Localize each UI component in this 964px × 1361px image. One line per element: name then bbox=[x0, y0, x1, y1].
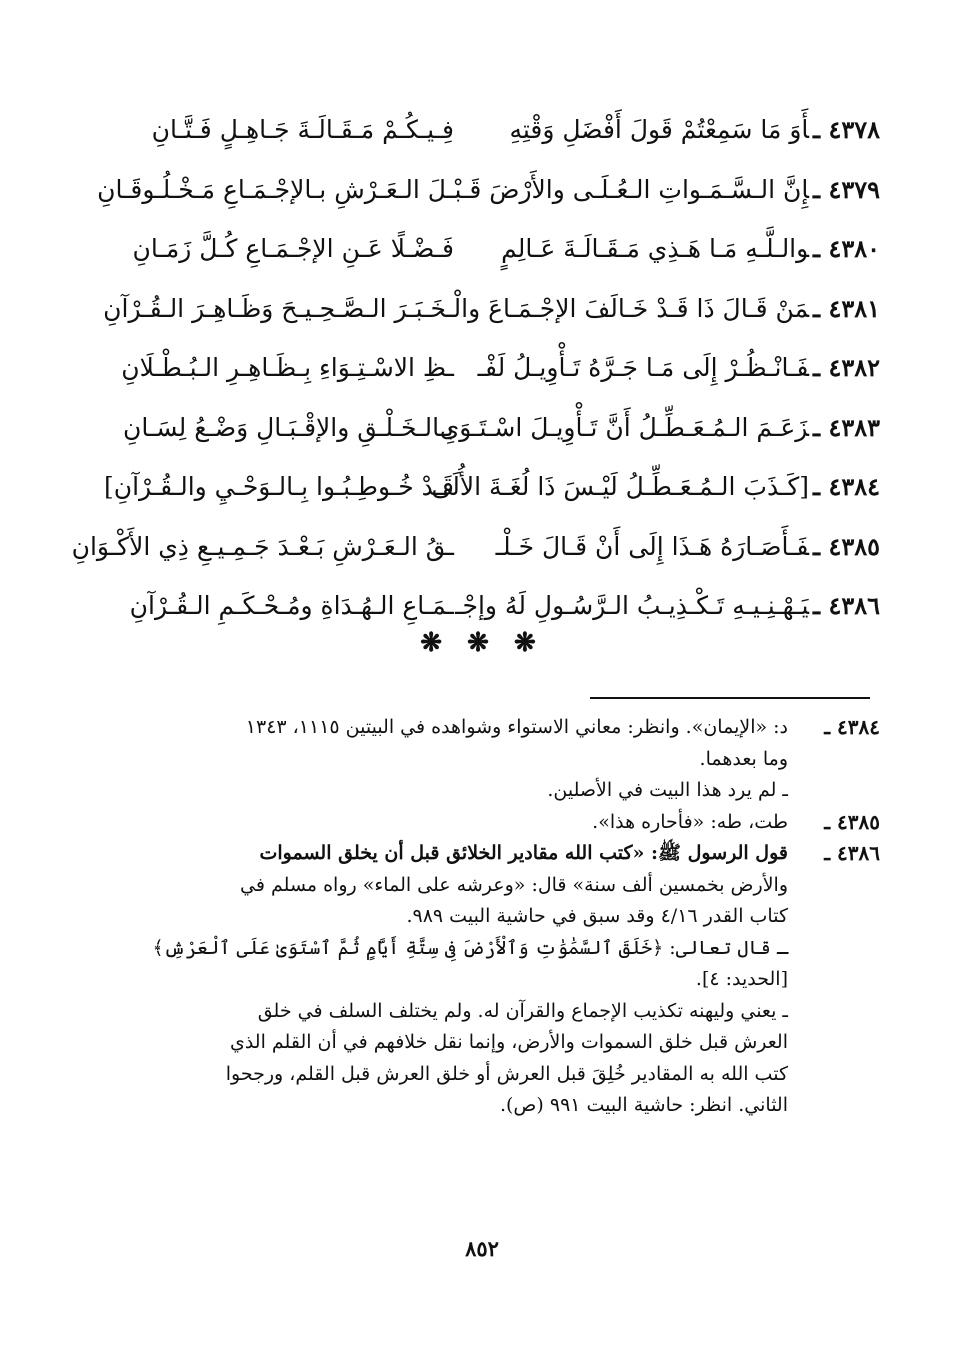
footnote-separator-rule bbox=[590, 697, 870, 699]
verse-second-hemistich: قَـدْ خُـوطِـبُـوا بِـالـوَحْـيِ والـقُـرْآنِ] bbox=[103, 472, 454, 501]
verse-number: ٤٣٨٠ ـ bbox=[813, 234, 880, 263]
footnote-text bbox=[88, 838, 788, 1122]
verse-line bbox=[70, 219, 880, 279]
verse-second-hemistich: ـخَـبَـرَ الـصَّـحِـيـحَ وَظَـاهِـرَ الـقُـرْآنِ bbox=[103, 293, 454, 323]
footnote-text bbox=[88, 807, 788, 839]
footnote-line: كتب الله به المقادير خُلِقَ قبل العرش أو خلق العرش قبل القلم، ورجحوا bbox=[225, 1062, 788, 1085]
verse-first-text: مَنْ قَـالَ ذَا قَـدْ خَـالَفَ الإجْـمَـاعَ والْـ bbox=[446, 293, 810, 323]
footnote-item bbox=[88, 838, 880, 1122]
verse-first-hemistich bbox=[477, 338, 880, 397]
verse-first-hemistich bbox=[446, 279, 880, 338]
verse-second-hemistich: ـظِ الاسْـتِـوَاءِ بِـظَـاهِـرِ الـبُـطْـلَانِ bbox=[121, 353, 454, 382]
footnote-line: ـ لم يرد هذا البيت في الأصلين. bbox=[547, 779, 788, 801]
verse-line bbox=[70, 338, 880, 398]
footnote-number: ٤٣٨٦ ـ bbox=[824, 841, 880, 865]
verse-line bbox=[70, 279, 880, 339]
verse-number: ٤٣٨٦ ـ bbox=[813, 591, 880, 620]
verse-line bbox=[70, 398, 880, 458]
footnote-line: طت، طه: «فأحاره هذا». bbox=[592, 810, 788, 833]
footnote-line: ـ قال تعالى: ﴿خَلَقَ ٱلسَّمَٰوَٰتِ وَٱلْأَرْضَ فِى سِتَّةِ أَيَّامٍ ثُمَّ ٱسْتَوَىٰ عَلَى ٱلْعَرْشِ﴾ bbox=[152, 936, 788, 959]
verse-line bbox=[70, 457, 880, 517]
verse-first-hemistich bbox=[480, 517, 880, 576]
section-divider-ornament: ❋ ❋ ❋ bbox=[420, 628, 544, 658]
footnote-number: ٤٣٨٥ ـ bbox=[824, 809, 880, 834]
footnote-line: [الحديد: ٤]. bbox=[695, 968, 788, 990]
verse-first-text: يَـهْـنِـيـهِ تَـكْـذِيـبُ الـرَّسُـولِ لَهُ وإجْـ bbox=[455, 591, 810, 620]
footnote-line: د: «الإيمان». وانظر: معاني الاستواء وشواهده في البيتين ١١١٥، ١٣٤٣ bbox=[245, 716, 788, 738]
footnote-line: قول الرسول ﷺ: «كتب الله مقادير الخلائق قبل أن يخلق السموات bbox=[259, 842, 788, 864]
verse-line bbox=[70, 576, 880, 636]
verse-first-hemistich bbox=[455, 576, 880, 635]
footnote-line: وما بعدهما. bbox=[699, 747, 788, 770]
poem-verses bbox=[70, 100, 880, 636]
verse-second-hemistich: ـلَ الـعَـرْشِ بـالإجْـمَـاعِ مَـخْـلُـوقَـانِ bbox=[97, 174, 454, 204]
verse-second-hemistich: ـمَـاعِ الـهُـدَاةِ ومُـحْـكَـمِ الـقُـرْآنِ bbox=[129, 591, 454, 620]
footnotes bbox=[88, 712, 880, 1122]
verse-line bbox=[70, 160, 880, 220]
verse-first-text: والـلَّـهِ مَـا هَـذِي مَـقَـالَـةَ عَـالِمٍ bbox=[501, 234, 810, 263]
verse-second-hemistich: ـقُ الـعَـرْشِ بَـعْـدَ جَـمِـيـعِ ذِي الأَكْـوَانِ bbox=[71, 531, 454, 561]
verse-number: ٤٣٨٤ ـ bbox=[813, 472, 880, 501]
footnote-line: الثاني. انظر: حاشية البيت ٩٩١ (ص). bbox=[499, 1094, 788, 1116]
verse-first-hemistich bbox=[480, 100, 880, 159]
footnote-text bbox=[88, 712, 788, 807]
verse-first-text: فَـأَصَـارَهُ هَـذَا إِلَى أَنْ قَـالَ خَـلْـ bbox=[495, 531, 810, 561]
verse-line bbox=[70, 517, 880, 577]
verse-second-hemistich: بِـالـخَـلْـقِ والإقْـبَـالِ وَضْـعُ لِسَـانِ bbox=[123, 412, 454, 442]
verse-number: ٤٣٧٩ ـ bbox=[813, 174, 880, 204]
page-number: ٨٥٢ bbox=[465, 1236, 499, 1261]
verse-number: ٤٣٨٢ ـ bbox=[813, 353, 880, 382]
verse-first-hemistich bbox=[480, 219, 880, 278]
verse-first-text: زَعَـمَ الـمُـعَـطِّـلُ أَنَّ تَـأْوِيـلَ اسْـتَـوَى bbox=[439, 412, 810, 442]
footnote-number: ٤٣٨٤ ـ bbox=[824, 715, 880, 739]
verse-first-text: إِنَّ الـسَّـمَـواتِ الـعُـلَـى والأَرْضَ قَـبْـ bbox=[447, 174, 810, 204]
verse-first-hemistich bbox=[439, 398, 880, 457]
footnote-line: ـ يعني وليهنه تكذيب الإجماع والقرآن له. ولم يختلف السلف في خلق bbox=[257, 999, 788, 1022]
verse-number: ٤٣٨١ ـ bbox=[813, 293, 880, 323]
footnote-line: العرش قبل خلق السموات والأرض، وإنما نقل خلافهم في أن القلم الذي bbox=[229, 1031, 788, 1053]
verse-line bbox=[70, 100, 880, 160]
verse-first-text: [كَـذَبَ الـمُـعَـطِّـلُ لَيْـسَ ذَا لُغَـةَ الأُلَى bbox=[431, 472, 810, 501]
verse-first-hemistich bbox=[431, 457, 880, 516]
verse-first-hemistich bbox=[447, 160, 880, 219]
verse-second-hemistich: فَـضْـلًا عَـنِ الإجْـمَـاعِ كُـلَّ زَمَـانِ bbox=[132, 234, 454, 263]
verse-number: ٤٣٨٥ ـ bbox=[813, 531, 880, 561]
footnote-item bbox=[88, 807, 880, 839]
verse-number: ٤٣٧٨ ـ bbox=[813, 115, 880, 144]
footnote-line: كتاب القدر ٤/١٦ وقد سبق في حاشية البيت ٩٨٩. bbox=[406, 905, 788, 927]
verse-second-hemistich: فِـيـكُـمْ مَـقَـالَـةَ جَـاهِـلٍ فَـتَّـانِ bbox=[151, 115, 454, 144]
verse-number: ٤٣٨٣ ـ bbox=[813, 412, 880, 442]
footnote-line: والأرض بخمسين ألف سنة» قال: «وعرشه على الماء» رواه مسلم في bbox=[240, 873, 788, 896]
verse-first-text: أَوَ مَا سَمِعْتُمْ قَولَ أَفْضَلِ وَقْتِهِ bbox=[509, 115, 810, 144]
footnote-item bbox=[88, 712, 880, 807]
verse-first-text: فَـانْـظُـرْ إِلَى مَـا جَـرَّهُ تَـأْوِيـلُ لَفْـ bbox=[477, 353, 810, 382]
